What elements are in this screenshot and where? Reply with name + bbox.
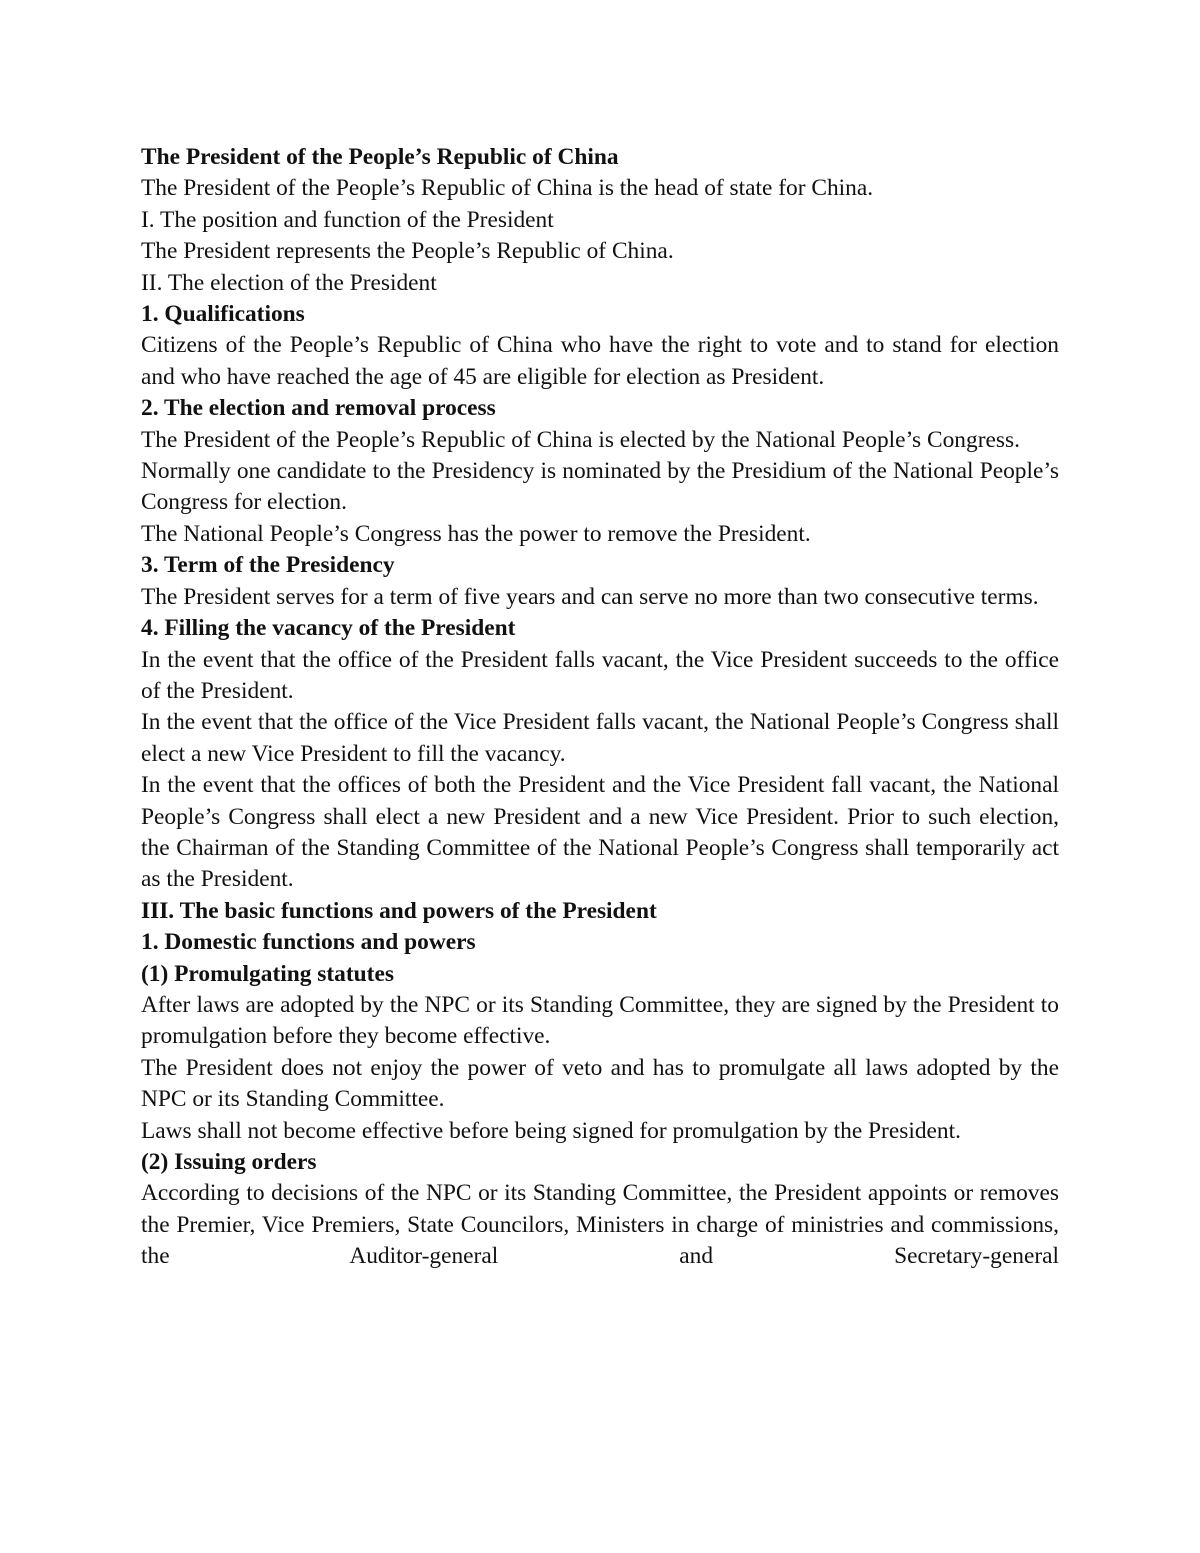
paragraph-vacancy-vice-president: In the event that the office of the Vice President falls vacant, the National People’s Congress shall elect a new Vice President to fill the vacancy.	[141, 709, 1059, 767]
subheading-qualifications: 1. Qualifications	[141, 301, 305, 328]
paragraph-vacancy-president: In the event that the office of the President falls vacant, the Vice President succeeds to the office of the President.	[141, 646, 1059, 704]
subheading-domestic: 1. Domestic functions and powers	[141, 929, 476, 956]
subheading-vacancy: 4. Filling the vacancy of the President	[141, 615, 516, 642]
paragraph-elected-by-npc: The President of the People’s Republic of China is elected by the National People’s Congress.	[141, 426, 1020, 453]
paragraph-signing-laws: After laws are adopted by the NPC or its Standing Committee, they are signed by the President to promulgation before they become effective.	[141, 991, 1059, 1050]
subheading-term: 3. Term of the Presidency	[141, 552, 395, 579]
paragraph-effective: Laws shall not become effective before being signed for promulgation by the President.	[141, 1117, 961, 1144]
paragraph-appointments: According to decisions of the NPC or its Standing Committee, the President appoints or removes the Premier, Vice Premiers, State Councilors, Ministers in charge of ministries and commissions, the Auditor-general and Secretary-general	[141, 1180, 1059, 1270]
document-page	[141, 142, 1059, 1273]
paragraph-removal: The National People’s Congress has the power to remove the President.	[141, 520, 811, 547]
intro-paragraph: The President of the People’s Republic of China is the head of state for China.	[141, 175, 874, 202]
paragraph-vacancy-both: In the event that the offices of both the President and the Vice President fall vacant, the National People’s Congress shall elect a new President and a new Vice President. Prior to such election, the Chairman of the Standing Committee of the National People’s Congress shall temporarily act as the President.	[141, 772, 1059, 893]
section-heading-position: I. The position and function of the President	[141, 206, 554, 233]
section-heading-functions: III. The basic functions and powers of the President	[141, 897, 657, 924]
document-title: The President of the People’s Republic of China	[141, 144, 619, 170]
section-heading-election: II. The election of the President	[141, 269, 437, 296]
subheading-issuing-orders: (2) Issuing orders	[141, 1149, 317, 1175]
paragraph-qualifications: Citizens of the People’s Republic of China who have the right to vote and to stand for election and who have reached the age of 45 are eligible for election as President.	[141, 332, 1059, 390]
paragraph-nomination: Normally one candidate to the Presidency is nominated by the Presidium of the National People’s Congress for election.	[141, 458, 1059, 516]
subheading-election-removal: 2. The election and removal process	[141, 395, 496, 422]
paragraph-represents: The President represents the People’s Republic of China.	[141, 238, 674, 265]
paragraph-term: The President serves for a term of five years and can serve no more than two consecutive terms.	[141, 583, 1039, 610]
subheading-promulgating: (1) Promulgating statutes	[141, 960, 394, 987]
paragraph-no-veto: The President does not enjoy the power of veto and has to promulgate all laws adopted by the NPC or its Standing Committee.	[141, 1054, 1059, 1113]
